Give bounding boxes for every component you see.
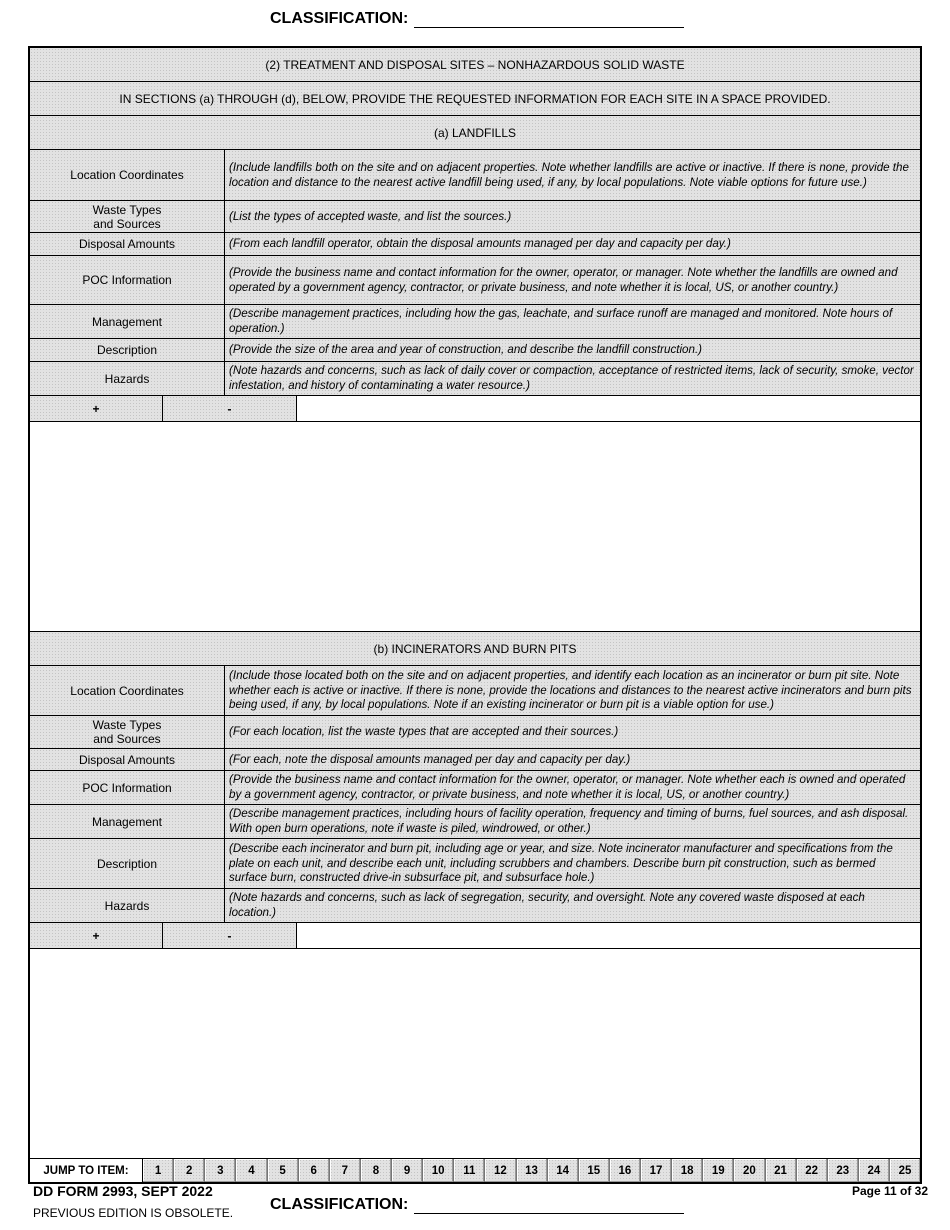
landfills-row-location — [30, 150, 920, 201]
classification-top — [270, 10, 684, 28]
classification-field[interactable] — [414, 11, 684, 28]
jump-item-button[interactable]: 9 — [392, 1159, 423, 1182]
landfills-row-description — [30, 339, 920, 362]
jump-item-button[interactable]: 1 — [143, 1159, 174, 1182]
landfills-row-poc — [30, 256, 920, 305]
row-instructions: (For each, note the disposal amounts managed per day and capacity per day.) — [229, 752, 631, 766]
row-label: Location Coordinates — [30, 666, 225, 715]
obsolete-notice: PREVIOUS EDITION IS OBSOLETE. — [33, 1206, 234, 1220]
jump-item-button[interactable]: 19 — [703, 1159, 734, 1182]
jump-item-button[interactable]: 11 — [454, 1159, 485, 1182]
incinerators-remove-button[interactable]: - — [163, 923, 297, 948]
jump-item-button[interactable]: 10 — [423, 1159, 454, 1182]
jump-item-button[interactable]: 22 — [797, 1159, 828, 1182]
landfills-row-disposal — [30, 233, 920, 256]
incinerators-entry-field[interactable] — [30, 949, 920, 1158]
jump-item-button[interactable]: 4 — [236, 1159, 267, 1182]
incinerators-row-description — [30, 839, 920, 889]
row-instructions: (Describe management practices, including how the gas, leachate, and surface runoff are managed and monitored. Note hours of operation.) — [229, 307, 893, 335]
incinerators-row-waste-types — [30, 716, 920, 749]
jump-item-button[interactable]: 6 — [299, 1159, 330, 1182]
landfills-controls — [30, 396, 920, 422]
jump-item-button[interactable]: 21 — [766, 1159, 797, 1182]
row-instructions: (List the types of accepted waste, and list the sources.) — [229, 209, 512, 223]
jump-item-button[interactable]: 8 — [361, 1159, 392, 1182]
jump-item-button[interactable]: 23 — [828, 1159, 859, 1182]
jump-item-button[interactable]: 7 — [330, 1159, 361, 1182]
incinerators-row-location — [30, 666, 920, 716]
landfills-title: (a) LANDFILLS — [30, 116, 920, 150]
instructions: IN SECTIONS (a) THROUGH (d), BELOW, PROVIDE THE REQUESTED INFORMATION FOR EACH SITE IN A SPACE PROVIDED. — [30, 82, 920, 116]
row-label: Hazards — [30, 889, 225, 922]
row-instructions: (Describe management practices, including hours of facility operation, frequency and timing of burns, fuel sources, and ash disposal. With open burn operations, note if waste is piled, windrowed, or other.) — [229, 807, 909, 835]
section-title: (2) TREATMENT AND DISPOSAL SITES – NONHAZARDOUS SOLID WASTE — [30, 48, 920, 82]
row-instructions: (Provide the business name and contact information for the owner, operator, or manager. Note whether the landfills are owned and operated by a government agency, contractor, or private business, and note whether it is local, US, or another country.) — [229, 265, 898, 294]
jump-item-button[interactable]: 5 — [268, 1159, 299, 1182]
row-label: POC Information — [30, 771, 225, 804]
jump-to-item-bar — [30, 1158, 920, 1182]
jump-item-button[interactable]: 3 — [205, 1159, 236, 1182]
row-instructions: (Note hazards and concerns, such as lack of daily cover or compaction, acceptance of restricted items, lack of security, smoke, vector infestation, and history of contaminating a water resource.) — [229, 364, 914, 392]
row-label — [30, 716, 225, 748]
landfills-add-button[interactable]: + — [30, 396, 163, 421]
landfills-row-waste-types — [30, 201, 920, 233]
form-number: DD FORM 2993, SEPT 2022 — [33, 1183, 213, 1199]
jump-item-button[interactable]: 14 — [548, 1159, 579, 1182]
jump-item-button[interactable]: 15 — [579, 1159, 610, 1182]
classification-label: CLASSIFICATION: — [270, 1196, 409, 1213]
row-instructions: (Note hazards and concerns, such as lack of segregation, security, and oversight. Note any covered waste disposed at each location.) — [229, 891, 865, 919]
landfills-row-management — [30, 305, 920, 339]
classification-label: CLASSIFICATION: — [270, 10, 409, 27]
row-label: Description — [30, 339, 225, 361]
jump-item-button[interactable]: 12 — [485, 1159, 516, 1182]
jump-item-button[interactable]: 17 — [641, 1159, 672, 1182]
row-instructions: (Include landfills both on the site and on adjacent properties. Note whether landfills are active or inactive. If there is none, provide the location and distance to the nearest active landfill being used, if any, by local populations. Note viable options for future use.) — [229, 160, 909, 189]
incinerators-add-button[interactable]: + — [30, 923, 163, 948]
jump-item-button[interactable]: 16 — [610, 1159, 641, 1182]
incinerators-row-disposal — [30, 749, 920, 771]
landfills-entry-field[interactable] — [30, 422, 920, 632]
jump-item-button[interactable]: 2 — [174, 1159, 205, 1182]
incinerators-row-poc — [30, 771, 920, 805]
row-instructions: (For each location, list the waste types that are accepted and their sources.) — [229, 725, 619, 739]
incinerators-controls — [30, 923, 920, 949]
incinerators-row-hazards — [30, 889, 920, 923]
jump-item-button[interactable]: 18 — [672, 1159, 703, 1182]
row-label: Hazards — [30, 362, 225, 395]
jump-item-button[interactable]: 24 — [859, 1159, 890, 1182]
classification-bottom — [270, 1196, 684, 1214]
row-label: Description — [30, 839, 225, 888]
incinerators-row-management — [30, 805, 920, 839]
row-instructions: (Describe each incinerator and burn pit, including age or year, and size. Note incinerator manufacturer and specifications from the plate on each unit, and describe each unit, including scrubbers and chambers. Describe burn pit construction, such as bermed surface burn, constructed drive-in subsurface pit, and subsurface hole.) — [229, 842, 893, 885]
row-label: Disposal Amounts — [30, 233, 225, 255]
row-label — [30, 201, 225, 232]
jump-item-button[interactable]: 20 — [734, 1159, 765, 1182]
row-label: Disposal Amounts — [30, 749, 225, 770]
row-label: Management — [30, 805, 225, 838]
row-label-text: Waste Types and Sources — [92, 718, 162, 746]
landfills-row-hazards — [30, 362, 920, 396]
form-frame — [28, 46, 922, 1184]
jump-item-button[interactable]: 25 — [890, 1159, 920, 1182]
row-instructions: (Include those located both on the site and on adjacent properties, and identify each location as an incinerator or burn pit site. Note whether each is active or inactive. If there is none, provide the locations and distances to the nearest active incinerators and burn pits being used, if any, by local populations. Note if an existing incinerator or burn pit is a viable option for use.) — [229, 669, 912, 712]
landfills-remove-button[interactable]: - — [163, 396, 297, 421]
page-number: Page 11 of 32 — [851, 1184, 928, 1198]
jump-label: JUMP TO ITEM: — [30, 1159, 143, 1182]
incinerators-title: (b) INCINERATORS AND BURN PITS — [30, 632, 920, 666]
jump-item-button[interactable]: 13 — [517, 1159, 548, 1182]
row-instructions: (From each landfill operator, obtain the disposal amounts managed per day and capacity per day.) — [229, 237, 731, 251]
row-label: POC Information — [30, 256, 225, 304]
row-instructions: (Provide the business name and contact information for the owner, operator, or manager. Note whether each is owned and operated by a government agency, contractor, or private business, and note whether it is local, US, or another country.) — [229, 773, 906, 801]
row-label: Location Coordinates — [30, 150, 225, 200]
row-instructions: (Provide the size of the area and year of construction, and describe the landfill construction.) — [229, 343, 703, 357]
row-label: Management — [30, 305, 225, 338]
classification-field[interactable] — [414, 1197, 684, 1214]
row-label-text: Waste Types and Sources — [92, 202, 162, 231]
